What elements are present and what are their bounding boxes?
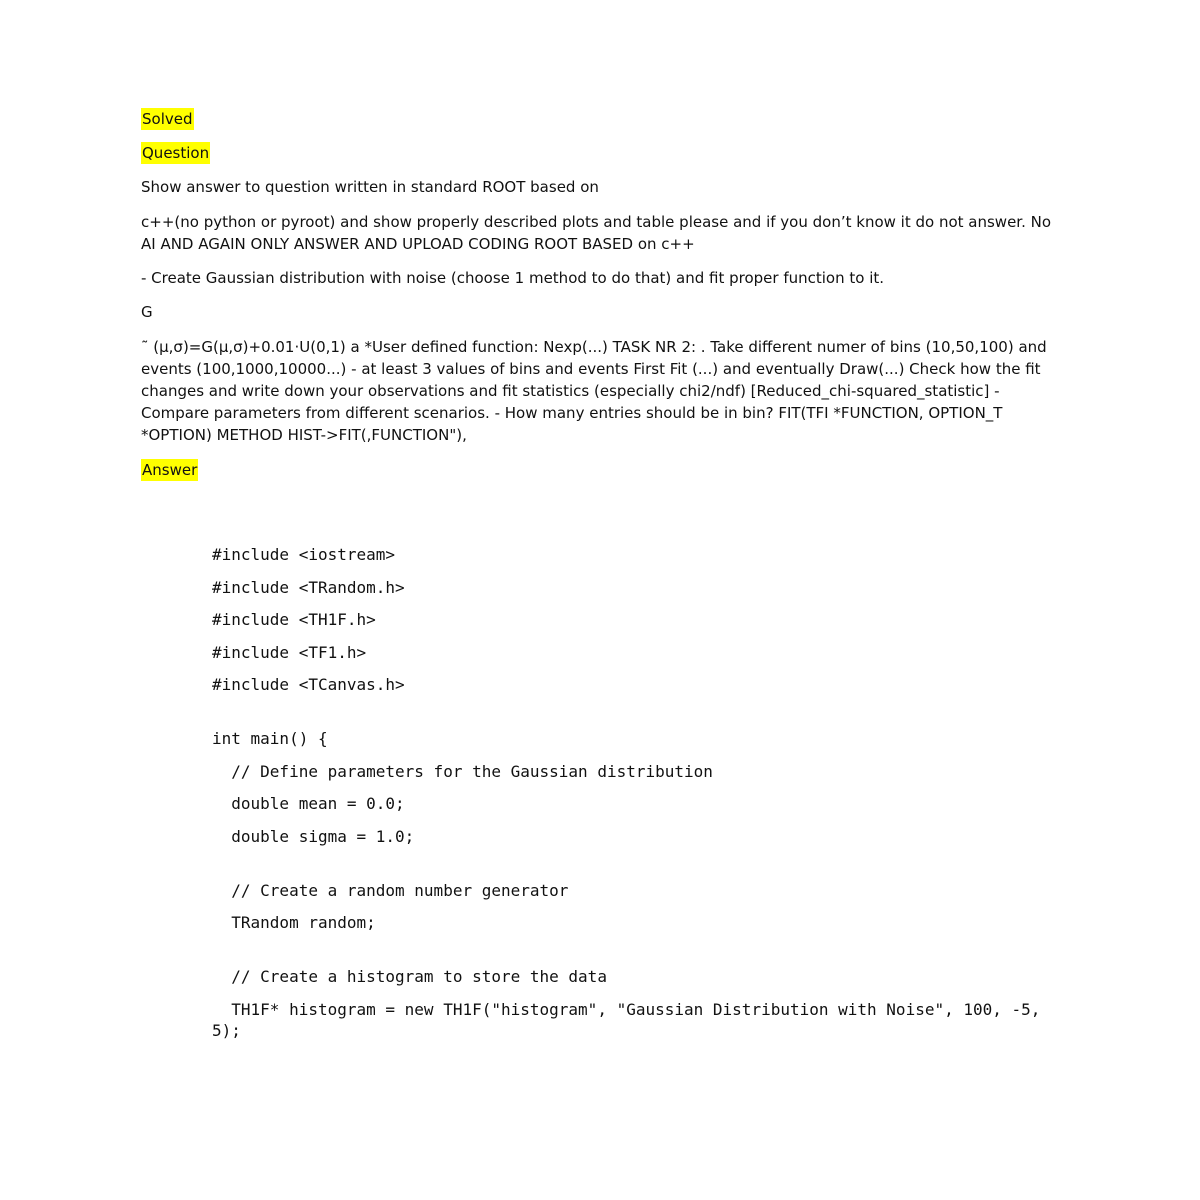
question-cpp-requirement: c++(no python or pyroot) and show properly described plots and table please and if you don’t know it do not answer. No AI AND AGAIN ONLY ANSWER AND UPLOAD CODING ROOT BASED on c++ bbox=[141, 213, 1052, 253]
solved-label: Solved bbox=[142, 110, 193, 128]
answer-label: Answer bbox=[142, 461, 198, 479]
question-intro: Show answer to question written in standard ROOT based on bbox=[141, 178, 599, 196]
code-main-decl: int main() { bbox=[212, 729, 328, 748]
question-label: Question bbox=[142, 144, 210, 162]
code-comment-params: // Define parameters for the Gaussian distribution bbox=[212, 761, 713, 781]
code-comment-rng: // Create a random number generator bbox=[212, 880, 569, 900]
question-symbol-g: G bbox=[141, 303, 153, 321]
code-include-th1f: #include <TH1F.h> bbox=[212, 610, 376, 629]
code-include-iostream: #include <iostream> bbox=[212, 545, 396, 564]
code-include-trandom: #include <TRandom.h> bbox=[212, 577, 405, 597]
answer-code-block bbox=[212, 544, 1072, 1041]
code-include-tf1: #include <TF1.h> bbox=[212, 642, 367, 662]
code-rng-decl: TRandom random; bbox=[212, 913, 376, 932]
code-include-tcanvas: #include <TCanvas.h> bbox=[212, 675, 405, 694]
code-hist-decl: TH1F* histogram = new TH1F("histogram", "Gaussian Distribution with Noise", 100, -5, 5); bbox=[212, 999, 1051, 1040]
question-task-details: ˜ (μ,σ)=G(μ,σ)+0.01·U(0,1) a *User defined function: Nexp(...) TASK NR 2: . Take different numer of bins (10,50,100) and events (100,1000,10000...) - at least 3 values of bins and events First Fit (...) and eventually Draw(...) Check how the fit changes and write down your observations and fit statistics (especially chi2/ndf) [Reduced_chi-squared_statistic] - Compare parameters from different scenarios. - How many entries should be in bin? FIT(TFI *FUNCTION, OPTION_T *OPTION) METHOD HIST->FIT(,FUNCTION"), bbox=[141, 338, 1047, 444]
code-comment-hist: // Create a histogram to store the data bbox=[212, 967, 607, 986]
question-document bbox=[141, 108, 1061, 481]
code-mean-decl: double mean = 0.0; bbox=[212, 794, 405, 813]
code-sigma-decl: double sigma = 1.0; bbox=[212, 826, 415, 846]
question-task-gaussian: - Create Gaussian distribution with noise (choose 1 method to do that) and fit proper function to it. bbox=[141, 269, 885, 287]
